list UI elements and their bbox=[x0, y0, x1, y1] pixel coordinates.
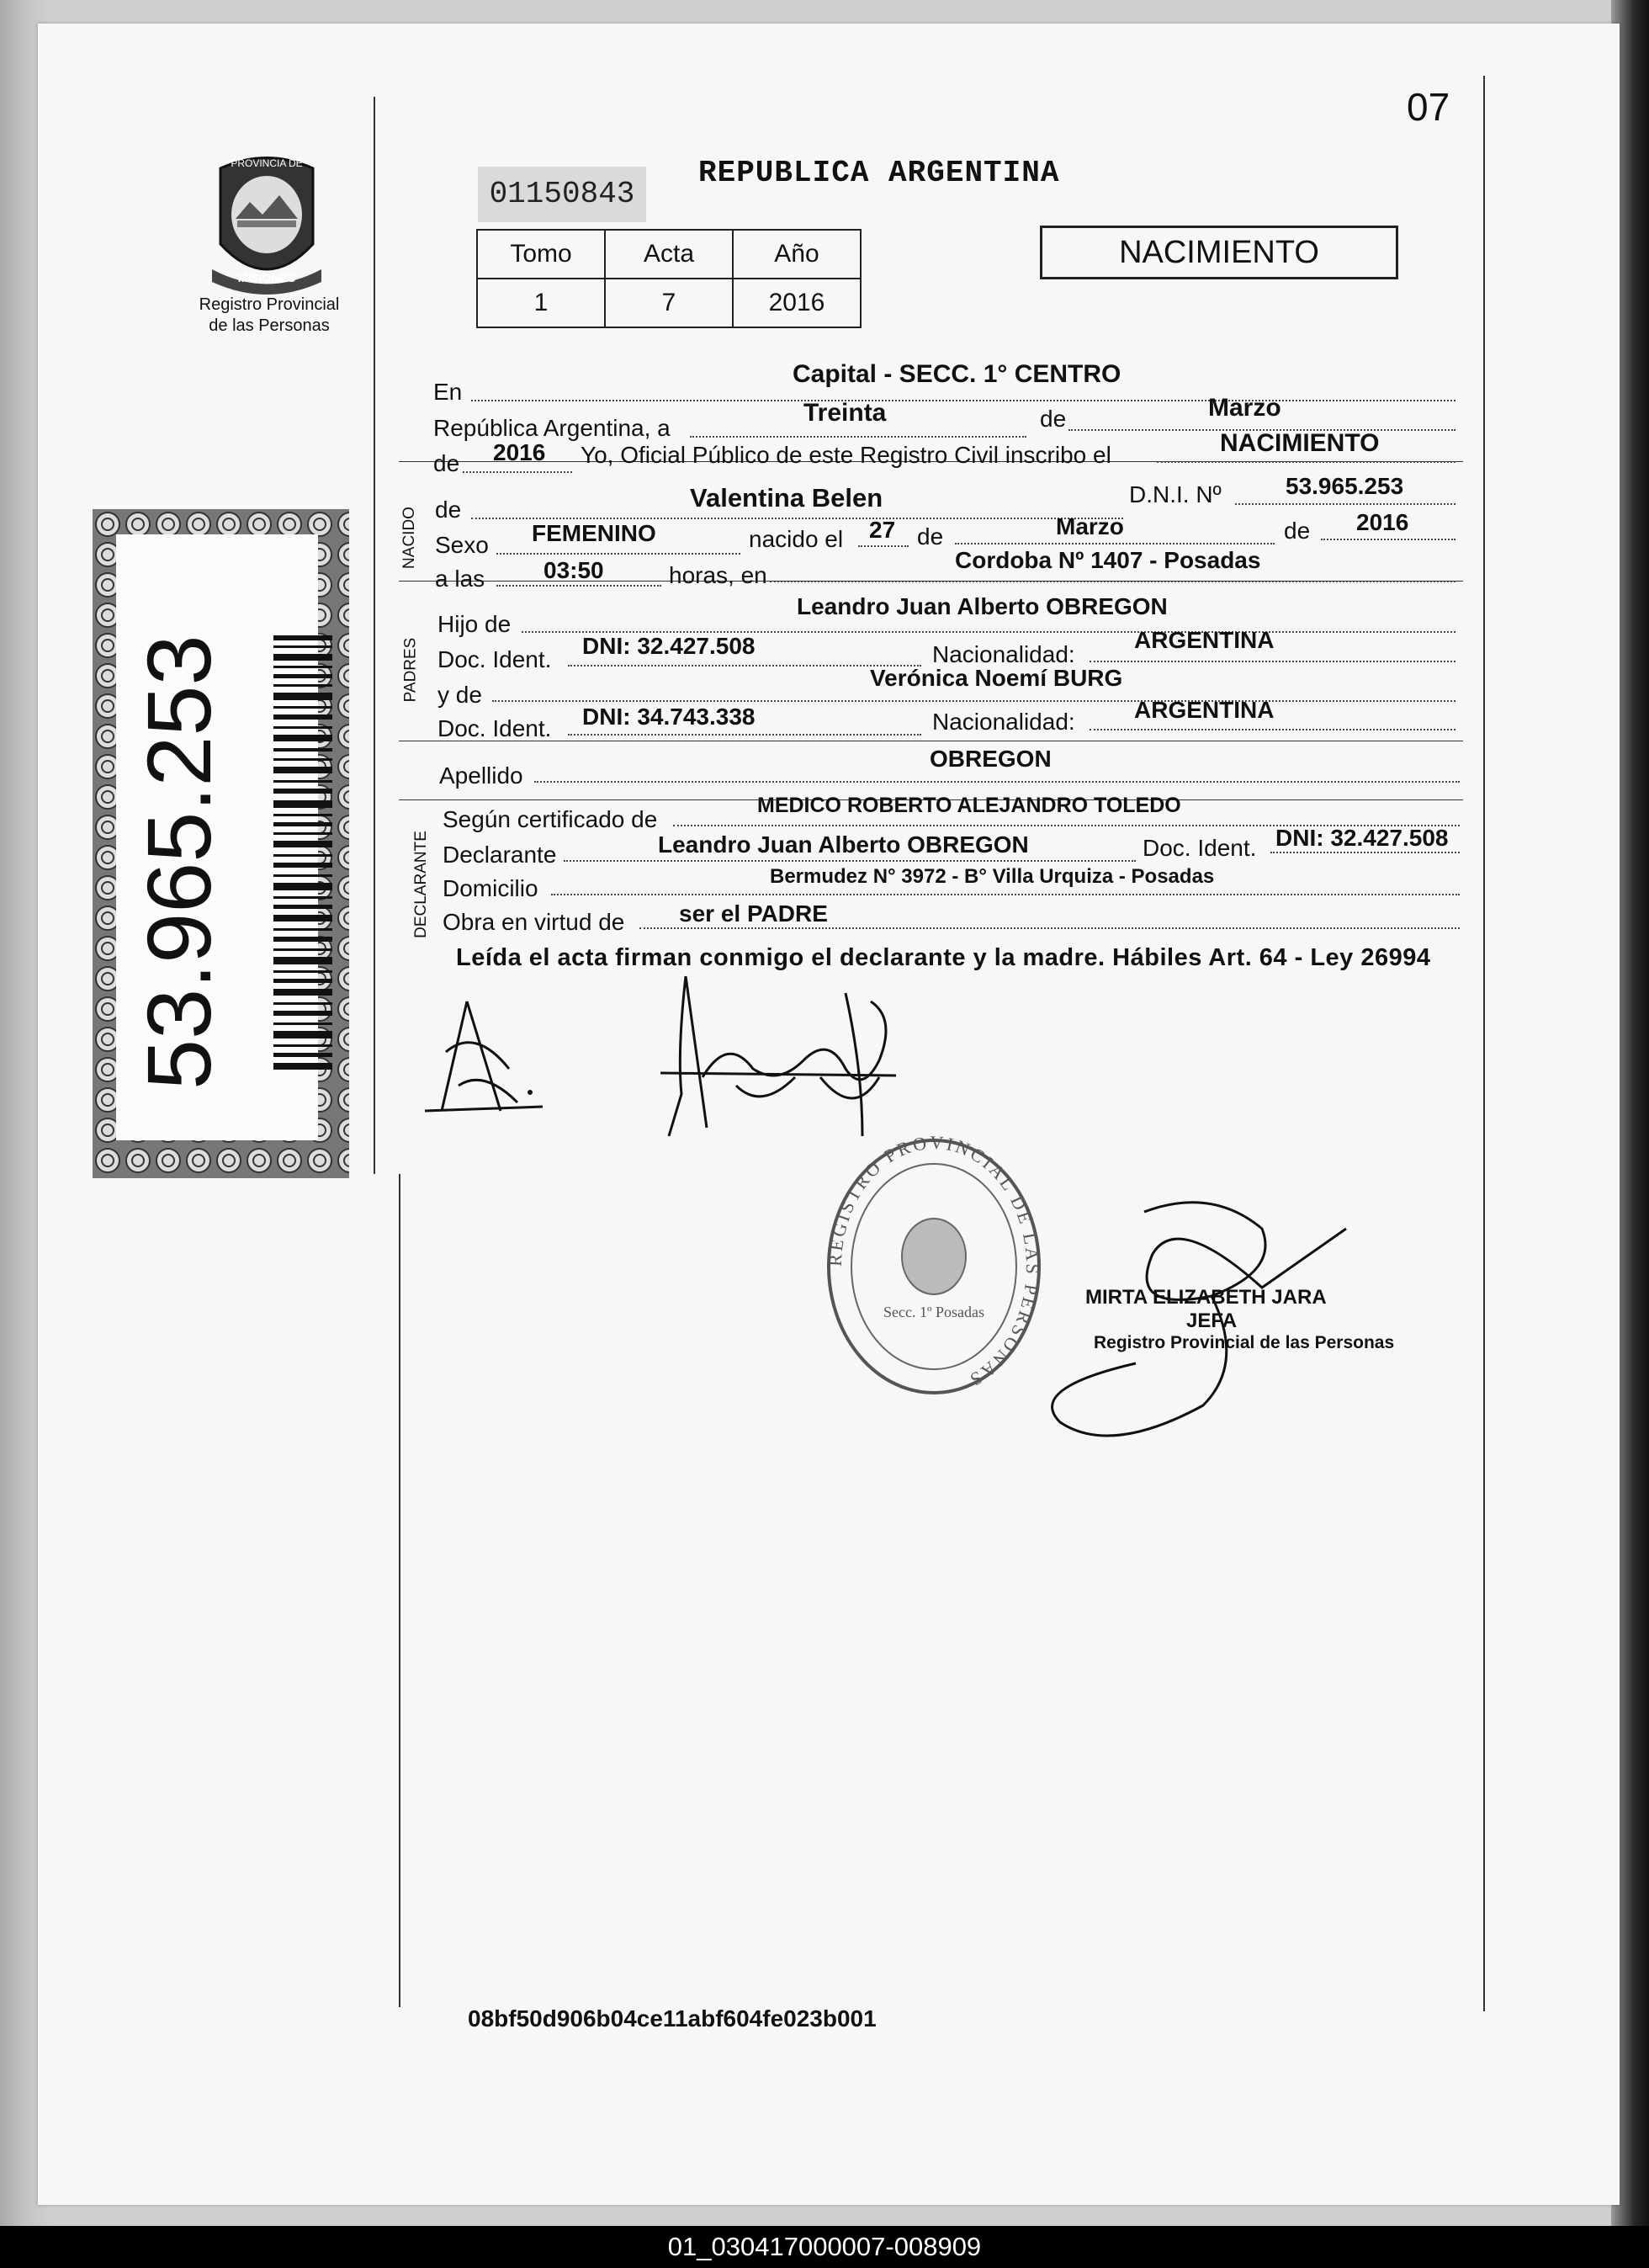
value-madre: Verónica Noemí BURG bbox=[870, 665, 1123, 691]
label-domicilio: Domicilio bbox=[443, 875, 538, 901]
label-de-nombre: de bbox=[435, 497, 462, 523]
dots-domicilio bbox=[551, 894, 1460, 895]
dots-madre-nac bbox=[1090, 729, 1455, 730]
label-doc-ident-padre: Doc. Ident. bbox=[437, 646, 552, 672]
label-doc-ident-madre: Doc. Ident. bbox=[437, 715, 552, 741]
side-label-nacido: NACIDO bbox=[400, 507, 418, 569]
dots-madre-dni bbox=[568, 734, 921, 736]
value-dia-nacimiento: 27 bbox=[869, 517, 896, 543]
value-certificado: MEDICO ROBERTO ALEJANDRO TOLEDO bbox=[757, 794, 1181, 817]
side-label-padres: PADRES bbox=[401, 637, 420, 703]
value-madre-nacionalidad: ARGENTINA bbox=[1134, 697, 1275, 723]
label-segun: Según certificado de bbox=[443, 806, 658, 832]
record-table bbox=[476, 229, 862, 328]
label-en: En bbox=[433, 379, 463, 405]
dots-dni bbox=[1235, 503, 1455, 505]
value-tipo: NACIMIENTO bbox=[1220, 429, 1380, 457]
value-dia-texto: Treinta bbox=[803, 399, 887, 427]
value-padre: Leandro Juan Alberto OBREGON bbox=[797, 593, 1168, 619]
header-acta: Acta bbox=[605, 230, 733, 279]
footer-id: 01_030417000007-008909 bbox=[0, 2226, 1649, 2268]
dots-sexo bbox=[496, 553, 740, 555]
right-margin-line bbox=[1483, 76, 1485, 2011]
value-madre-dni: DNI: 34.743.338 bbox=[582, 704, 756, 730]
record-table-value-row bbox=[477, 279, 861, 327]
left-margin-line bbox=[374, 97, 375, 1174]
record-table-header-row bbox=[477, 230, 861, 279]
dots-dia bbox=[690, 436, 1026, 438]
value-dni: 53.965.253 bbox=[1286, 473, 1404, 499]
label-nacionalidad-padre: Nacionalidad: bbox=[932, 641, 1075, 667]
label-yo: Yo, Oficial Público de este Registro Civil inscribo el bbox=[581, 442, 1111, 468]
value-lugar-nacimiento: Cordoba Nº 1407 - Posadas bbox=[955, 547, 1261, 573]
dots-hora bbox=[496, 585, 661, 587]
value-domicilio: Bermudez N° 3972 - B° Villa Urquiza - Posadas bbox=[770, 865, 1215, 888]
value-anio-inscripcion: 2016 bbox=[493, 439, 546, 465]
official-name: MIRTA ELIZABETH JARA bbox=[1085, 1286, 1327, 1309]
stamp-inner-text: Secc. 1º Posadas bbox=[883, 1304, 985, 1320]
dots-nombre bbox=[471, 518, 1123, 519]
label-republica: República Argentina, a bbox=[433, 415, 671, 441]
value-declarante-dni: DNI: 32.427.508 bbox=[1275, 825, 1449, 851]
value-nombre: Valentina Belen bbox=[690, 483, 883, 513]
value-lugar: Capital - SECC. 1° CENTRO bbox=[793, 360, 1121, 388]
official-stamp bbox=[820, 1132, 1047, 1401]
official-title: JEFA bbox=[1186, 1309, 1238, 1332]
dots-mes-nac bbox=[955, 543, 1275, 544]
left-margin-line-lower bbox=[399, 1174, 400, 2007]
value-obra: ser el PADRE bbox=[679, 900, 828, 927]
barcode-number: 53.965.253 bbox=[128, 635, 230, 1090]
dots-declarante-dni bbox=[1270, 852, 1460, 853]
dots-padre-nac bbox=[1090, 661, 1455, 662]
dots-anio-nac bbox=[1321, 539, 1455, 540]
value-apellido: OBREGON bbox=[930, 746, 1052, 772]
label-doc-ident-declarante: Doc. Ident. bbox=[1143, 835, 1257, 861]
document-hash: 08bf50d906b04ce11abf604fe023b001 bbox=[468, 2005, 877, 2032]
country-title: REPUBLICA ARGENTINA bbox=[698, 156, 1060, 190]
value-anio-nacimiento: 2016 bbox=[1356, 509, 1409, 535]
label-de-mes-nac: de bbox=[917, 523, 944, 550]
official-block bbox=[1085, 1286, 1394, 1353]
value-hora: 03:50 bbox=[543, 557, 604, 583]
label-a-las: a las bbox=[435, 566, 485, 592]
value-mes-nacimiento: Marzo bbox=[1056, 513, 1124, 539]
page-number: 07 bbox=[1407, 85, 1450, 129]
label-sexo: Sexo bbox=[435, 532, 489, 558]
label-de-anio: de bbox=[433, 450, 460, 476]
dots-tipo bbox=[1157, 461, 1455, 463]
value-tomo: 1 bbox=[477, 279, 605, 327]
value-sexo: FEMENINO bbox=[532, 520, 656, 546]
dots-padre-dni bbox=[568, 665, 921, 667]
label-y-de: y de bbox=[437, 682, 482, 708]
record-type-box: NACIMIENTO bbox=[1040, 226, 1398, 279]
dots-anio bbox=[463, 471, 572, 473]
value-anio: 2016 bbox=[733, 279, 861, 327]
serial-number: 01150843 bbox=[478, 167, 646, 222]
signature-declarante bbox=[425, 976, 576, 1119]
signature-madre bbox=[652, 968, 904, 1145]
emblem-top-text: PROVINCIA DE bbox=[231, 157, 303, 169]
label-de-mes: de bbox=[1040, 406, 1067, 432]
value-padre-dni: DNI: 32.427.508 bbox=[582, 633, 756, 659]
label-hijo-de: Hijo de bbox=[437, 611, 512, 637]
dots-obra bbox=[639, 927, 1460, 929]
emblem-bottom-text: MISIONES bbox=[237, 271, 296, 284]
dots-declarante bbox=[564, 860, 1136, 862]
header-tomo: Tomo bbox=[477, 230, 605, 279]
registry-label-line2: de las Personas bbox=[209, 316, 330, 335]
province-emblem-icon bbox=[204, 151, 330, 295]
header-anio: Año bbox=[733, 230, 861, 279]
registry-label-line1: Registro Provincial bbox=[199, 295, 340, 314]
label-declarante: Declarante bbox=[443, 842, 557, 868]
value-padre-nacionalidad: ARGENTINA bbox=[1134, 627, 1275, 653]
dots-en bbox=[471, 400, 1455, 401]
label-obra: Obra en virtud de bbox=[443, 909, 625, 935]
value-mes-inscripcion: Marzo bbox=[1208, 394, 1281, 422]
registry-label bbox=[168, 295, 370, 337]
official-office: Registro Provincial de las Personas bbox=[1094, 1333, 1395, 1352]
dots-dia-nac bbox=[858, 545, 909, 547]
label-nacionalidad-madre: Nacionalidad: bbox=[932, 709, 1075, 735]
side-label-declarante: DECLARANTE bbox=[411, 831, 430, 938]
label-de-anio-nac: de bbox=[1284, 518, 1311, 544]
barcode-label bbox=[93, 509, 349, 1178]
dots-apellido bbox=[534, 781, 1460, 783]
label-horas-en: horas, en bbox=[669, 562, 767, 588]
label-dni: D.N.I. Nº bbox=[1129, 481, 1222, 507]
dots-madre bbox=[492, 700, 1455, 702]
value-acta: 7 bbox=[605, 279, 733, 327]
label-apellido: Apellido bbox=[439, 762, 523, 789]
dots-lugar-nac bbox=[770, 581, 1455, 582]
value-declarante: Leandro Juan Alberto OBREGON bbox=[658, 831, 1029, 858]
stamp-outer-text: REGISTRO PROVINCIAL DE LAS PERSONAS bbox=[824, 1132, 1044, 1392]
label-nacido-el: nacido el bbox=[749, 526, 844, 552]
closing-notes: Leída el acta firman conmigo el declarante y la madre. Hábiles Art. 64 - Ley 26994 bbox=[456, 944, 1431, 971]
